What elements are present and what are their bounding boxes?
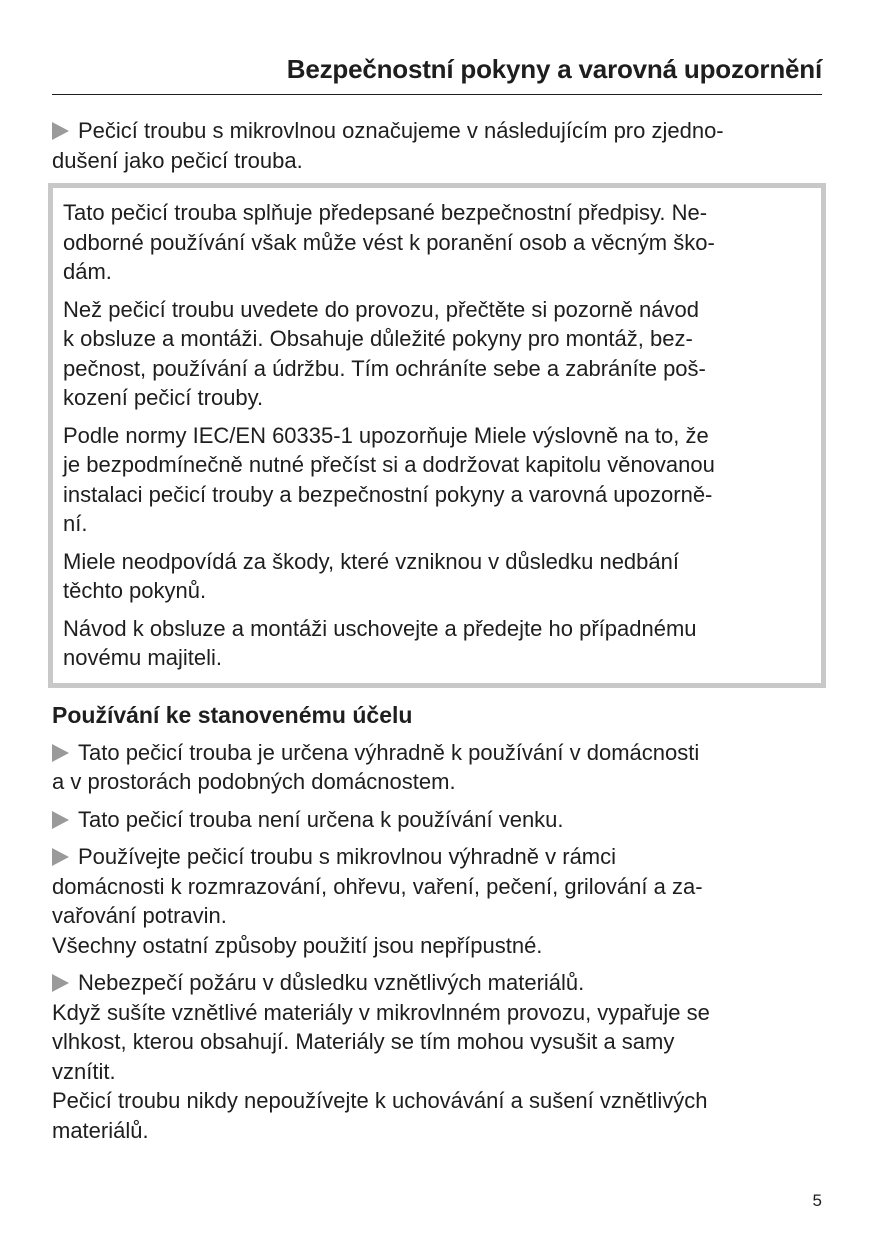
item-line: Používejte pečicí troubu s mikrovlnou výhradně v rámci [52, 842, 822, 872]
section-item-2 [52, 805, 822, 835]
triangle-arrow-icon [52, 744, 69, 762]
warning-line: odborné používání však může vést k poranění osob a věcným ško- [63, 229, 715, 255]
warning-box [48, 183, 826, 688]
item-line: materiálů. [52, 1117, 149, 1143]
warning-paragraph-4 [63, 547, 812, 606]
warning-line: kození pečicí trouby. [63, 385, 264, 410]
intro-line-2: dušení jako pečicí trouba. [52, 147, 303, 173]
item-line: vařování potravin. [52, 903, 227, 928]
warning-line: novému majiteli. [63, 645, 222, 670]
section-item-3 [52, 842, 822, 960]
warning-paragraph-3 [63, 421, 812, 539]
intro-line-1: Pečicí troubu s mikrovlnou označujeme v následujícím pro zjedno- [52, 116, 822, 146]
warning-line: je bezpodmínečně nutné přečíst si a dodržovat kapitolu věnovanou [63, 452, 715, 477]
item-line: Tato pečicí trouba není určena k používání venku. [52, 805, 822, 835]
item-line: a v prostorách podobných domácnostem. [52, 769, 456, 794]
page-title: Bezpečnostní pokyny a varovná upozornění [286, 54, 822, 84]
page-content [52, 116, 822, 1153]
item-line: Pečicí troubu nikdy nepoužívejte k uchovávání a sušení vznětlivých [52, 1088, 708, 1113]
item-line: Všechny ostatní způsoby použití jsou nepřípustné. [52, 932, 543, 958]
page-header [52, 50, 822, 95]
triangle-arrow-icon [52, 848, 69, 866]
warning-paragraph-5 [63, 614, 812, 673]
warning-line: Podle normy IEC/EN 60335-1 upozorňuje Miele výslovně na to, že [63, 422, 709, 448]
warning-line: Tato pečicí trouba splňuje předepsané bezpečnostní předpisy. Ne- [63, 200, 708, 225]
warning-line: dám. [63, 259, 112, 284]
warning-line: k obsluze a montáži. Obsahuje důležité pokyny pro montáž, bez- [63, 326, 693, 351]
warning-paragraph-2 [63, 295, 812, 413]
warning-line: instalaci pečicí trouby a bezpečnostní pokyny a varovná upozorně- [63, 481, 713, 507]
page-number: 5 [812, 1191, 822, 1210]
intro-paragraph [52, 116, 822, 175]
warning-line: ní. [63, 511, 88, 536]
triangle-arrow-icon [52, 974, 69, 992]
item-line: vlhkost, kterou obsahují. Materiály se tím mohou vysušit a samy [52, 1029, 675, 1054]
item-line: vznítit. [52, 1058, 116, 1084]
warning-line: Než pečicí troubu uvedete do provozu, přečtěte si pozorně návod [63, 296, 699, 322]
item-line: Když sušíte vznětlivé materiály v mikrovlnném provozu, vypařuje se [52, 999, 710, 1025]
section-item-1 [52, 738, 822, 797]
warning-line: těchto pokynů. [63, 578, 207, 603]
item-line: domácnosti k rozmrazování, ohřevu, vaření, pečení, grilování a za- [52, 873, 703, 899]
warning-line: Miele neodpovídá za škody, které vzniknou v důsledku nedbání [63, 548, 679, 574]
section-heading: Používání ke stanovenému účelu [52, 701, 413, 728]
section-item-4 [52, 968, 822, 1145]
warning-paragraph-1 [63, 198, 812, 287]
warning-line: Návod k obsluze a montáži uschovejte a předejte ho případnému [63, 615, 697, 641]
item-line: Nebezpečí požáru v důsledku vznětlivých materiálů. [52, 968, 822, 998]
triangle-arrow-icon [52, 811, 69, 829]
item-line: Tato pečicí trouba je určena výhradně k používání v domácnosti [52, 738, 822, 768]
triangle-arrow-icon [52, 122, 69, 140]
warning-line: pečnost, používání a údržbu. Tím ochráníte sebe a zabráníte poš- [63, 355, 706, 381]
